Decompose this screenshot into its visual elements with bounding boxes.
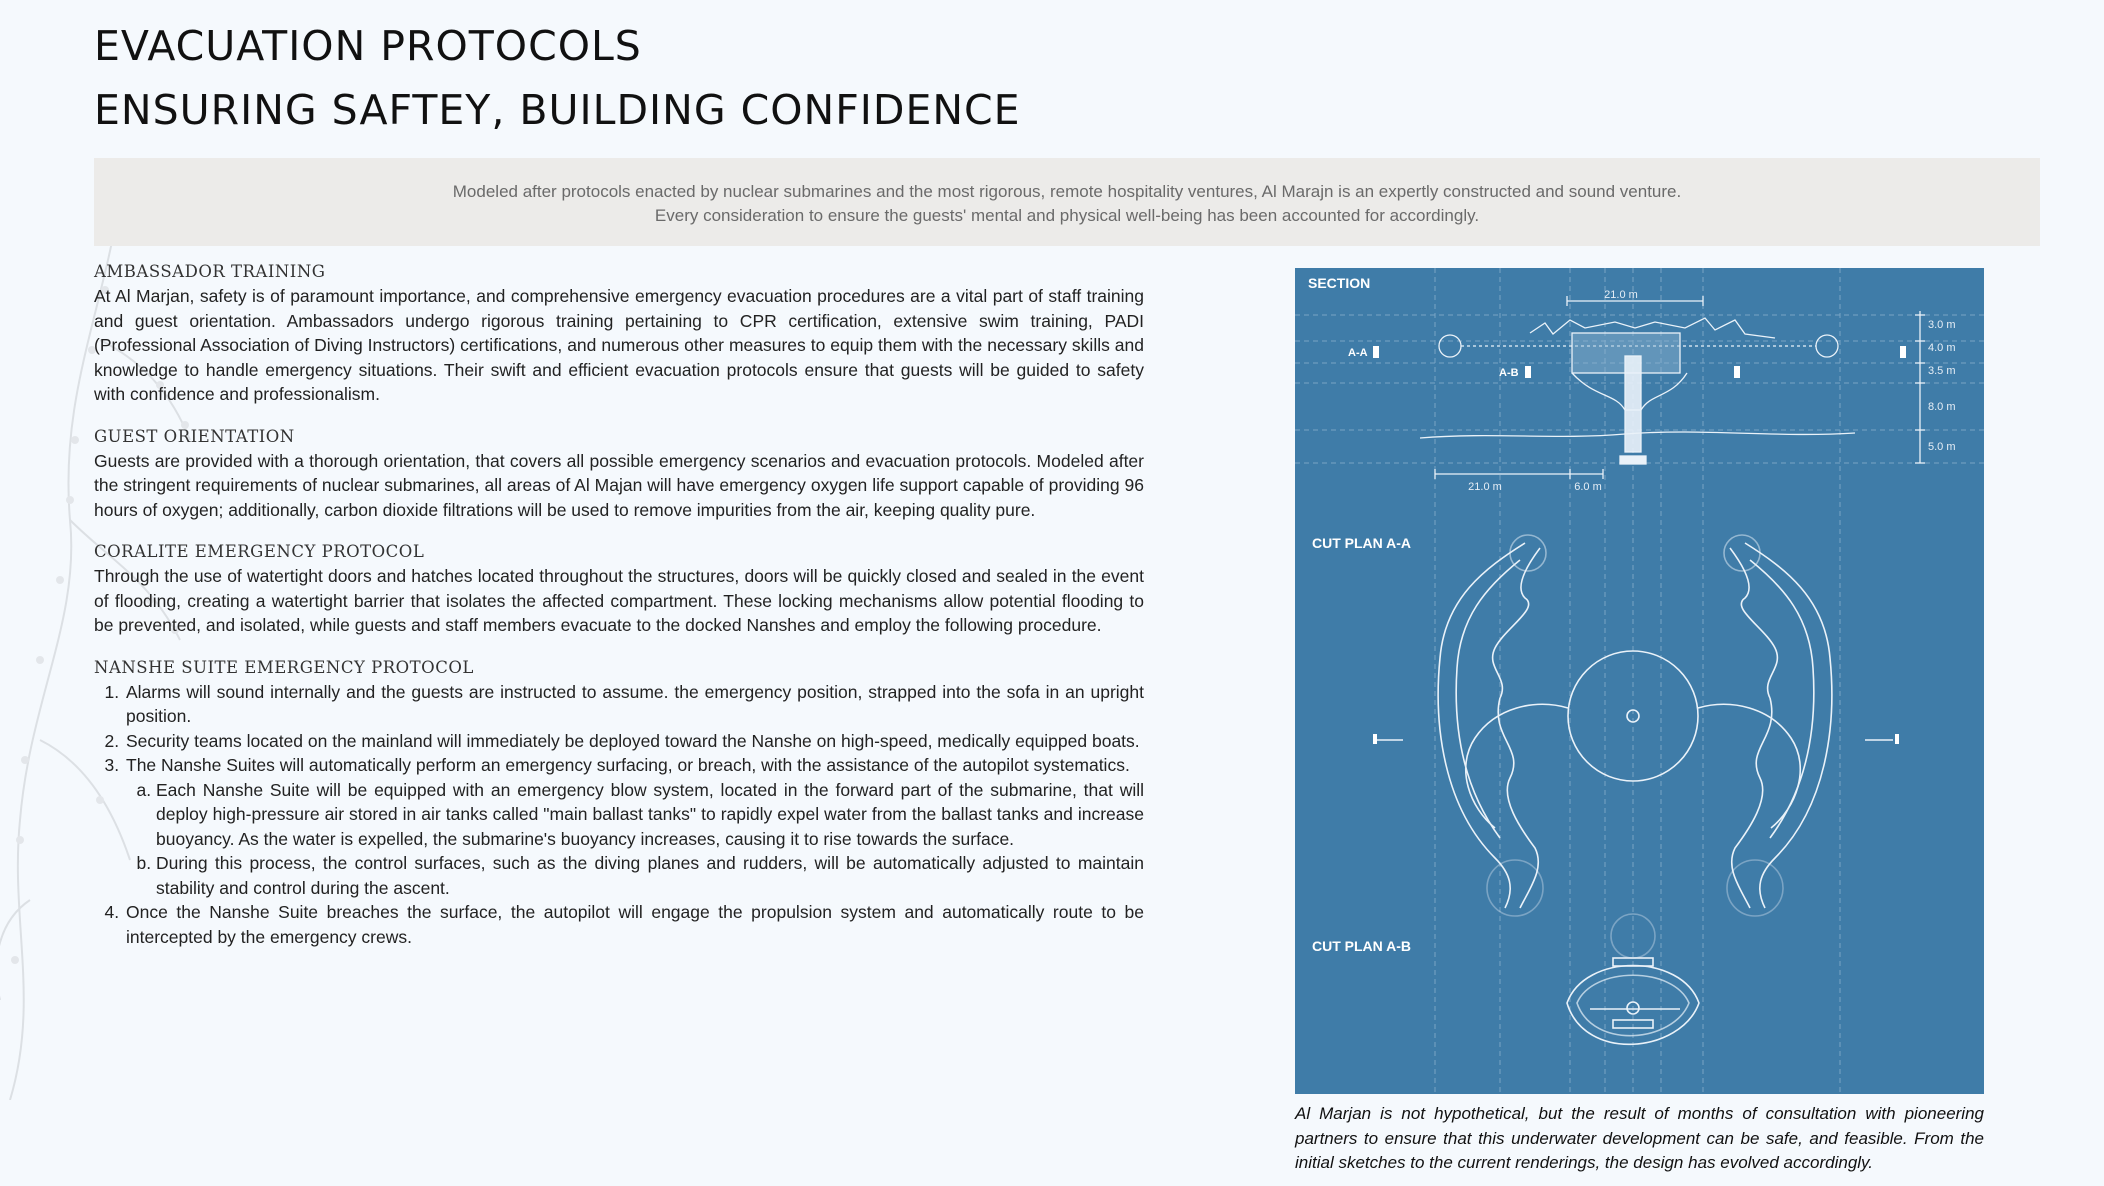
nanshe-steps [94, 680, 1144, 950]
dim-height-5: 5.0 m [1928, 441, 1956, 453]
dim-top: 21.0 m [1604, 289, 1638, 301]
banner-line-2: Every consideration to ensure the guests' mental and physical well-being has been accounted for accordingly. [654, 206, 1480, 225]
list-item: 3. The Nanshe Suites will automatically perform an emergency surfacing, or breach, with the assistance of the autopilot systematics. a. Each Nanshe Suite will be equipped with an emergency blow system, located in the forward part of the submarine, that will deploy high-pressure air stored in air tanks called "main ballast tanks" to rapidly expel water from the ballast tanks and increase buoyancy. As the water is expelled, the submarine's buoyancy increases, causing it to rise towards the surface. b. During this process, the control surfaces, such as the diving planes and rudders, will be automatically adjusted to maintain stability and control during the ascent. [124, 753, 1144, 900]
marker-aa: A-A [1348, 347, 1368, 359]
section-label: SECTION [1308, 275, 1371, 291]
dim-height-4: 8.0 m [1928, 401, 1956, 413]
list-item: b. During this process, the control surfaces, such as the diving planes and rudders, will be automatically adjusted to maintain stability and control during the ascent. [156, 851, 1144, 900]
cut-ab-label: CUT PLAN A-B [1312, 938, 1412, 954]
banner-line-1: Modeled after protocols enacted by nuclear submarines and the most rigorous, remote hospitality ventures, Al Marajn is an expertly constructed and sound venture. [452, 182, 1682, 201]
cut-aa-label: CUT PLAN A-A [1312, 535, 1412, 551]
intro-banner [94, 158, 2040, 246]
dim-height-2: 4.0 m [1928, 342, 1956, 354]
list-item: 1. Alarms will sound internally and the guests are instructed to assume. the emergency position, strapped into the sofa in an upright position. [124, 680, 1144, 729]
page-title: EVACUATION PROTOCOLS [94, 22, 642, 70]
guest-body: Guests are provided with a thorough orientation, that covers all possible emergency scenarios and evacuation protocols. Modeled after the stringent requirements of nuclear submarines, all areas of Al Majan will have emergency oxygen life support capable of providing 96 hours of oxygen; additionally, carbon dioxide filtrations will be used to remove impurities from the air, keeping quality pure. [94, 450, 1144, 520]
dim-height-1: 3.0 m [1928, 319, 1956, 331]
figure-caption: Al Marjan is not hypothetical, but the result of months of consultation with pioneering partners to ensure that this underwater development can be safe, and feasible. From the initial sketches to the current renderings, the design has evolved accordingly. [1295, 1104, 1984, 1172]
list-item: a. Each Nanshe Suite will be equipped with an emergency blow system, located in the forward part of the submarine, that will deploy high-pressure air stored in air tanks called "main ballast tanks" to rapidly expel water from the ballast tanks and increase buoyancy. As the water is expelled, the submarine's buoyancy increases, causing it to rise towards the surface. [156, 778, 1144, 852]
ambassador-body: At Al Marjan, safety is of paramount importance, and comprehensive emergency evacuation procedures are a vital part of staff training and guest orientation. Ambassadors undergo rigorous training pertaining to CPR certification, extensive swim training, PADI (Professional Association of Diving Instructors) certifications, and numerous other measures to equip them with the necessary skills and knowledge to handle emergency situations. Their swift and efficient evacuation protocols ensure that guests will be guided to safety with confidence and professionalism. [94, 286, 1144, 404]
coralite-heading: CORALITE EMERGENCY PROTOCOL [94, 542, 425, 561]
ambassador-heading: AMBASSADOR TRAINING [94, 262, 326, 281]
list-item: 4. Once the Nanshe Suite breaches the surface, the autopilot will engage the propulsion system and automatically route to be intercepted by the emergency crews. [124, 900, 1144, 949]
coralite-body: Through the use of watertight doors and hatches located throughout the structures, doors will be quickly closed and sealed in the event of flooding, creating a watertight barrier that isolates the affected compartment. These locking mechanisms allow potential flooding to be prevented, and isolated, while guests and staff members evacuate to the docked Nanshes and employ the following procedure. [94, 566, 1144, 635]
dim-bottom-left: 21.0 m [1468, 481, 1502, 493]
section-plan-drawing [1295, 268, 1984, 1094]
dim-height-3: 3.5 m [1928, 365, 1956, 377]
dim-bottom-right: 6.0 m [1574, 481, 1602, 493]
page-subtitle: ENSURING SAFTEY, BUILDING CONFIDENCE [94, 86, 1021, 134]
protocol-text-column [94, 260, 1144, 949]
nanshe-heading: NANSHE SUITE EMERGENCY PROTOCOL [94, 657, 474, 677]
list-item: 2. Security teams located on the mainland will immediately be deployed toward the Nanshe on high-speed, medically equipped boats. [124, 729, 1144, 754]
nanshe-substeps [126, 778, 1144, 901]
marker-ab: A-B [1499, 367, 1519, 379]
guest-heading: GUEST ORIENTATION [94, 426, 295, 446]
